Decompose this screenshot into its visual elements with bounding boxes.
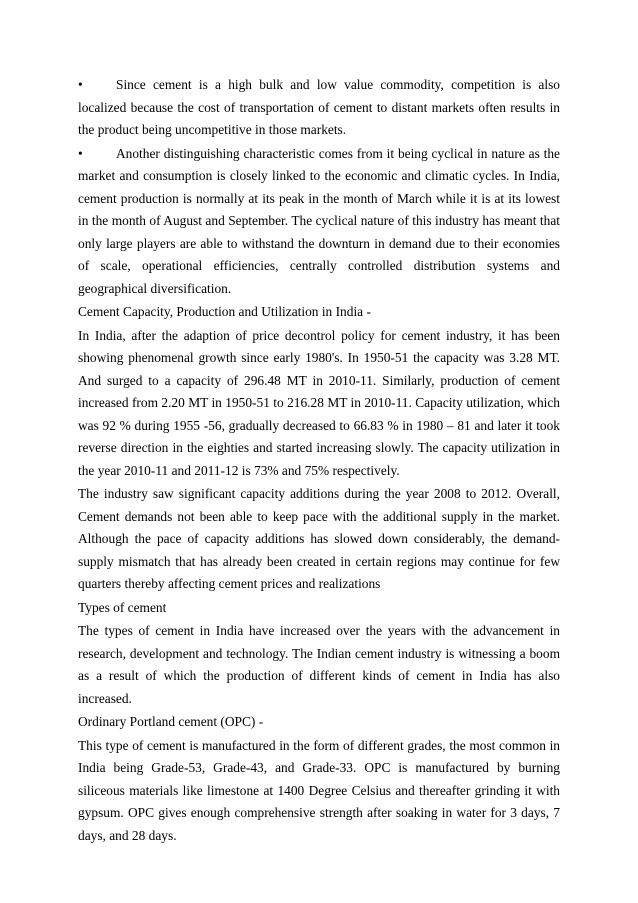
paragraph-capacity-history: In India, after the adaption of price decontrol policy for cement industry, it has been showing phenomenal growth since early 1980's. In 1950-51 the capacity was 3.28 MT. And surged to a capacity of 296.48 MT in 2010-11. Similarly, production of cement increased from 2.20 MT in 1950-51 to 216.28 MT in 2010-11. Capacity utilization, which was 92 % during 1955 -56, gradually decreased to 66.83 % in 1980 – 81 and later it took reverse direction in the eighties and started increasing slowly. The capacity utilization in the year 2010-11 and 2011-12 is 73% and 75% respectively. (78, 327, 560, 478)
bullet-item (78, 74, 560, 142)
paragraph-opc: This type of cement is manufactured in the form of different grades, the most common in India being Grade-53, Grade-43, and Grade-33. OPC is manufactured by burning siliceous materials like limestone at 1400 Degree Celsius and thereafter grinding it with gypsum. OPC gives enough comprehensive strength after soaking in water for 3 days, 7 days, and 28 days. (78, 737, 560, 843)
section-heading-opc: Ordinary Portland cement (OPC) - (78, 714, 264, 729)
paragraph-capacity-additions: The industry saw significant capacity additions during the year 2008 to 2012. Overall, Cement demands not been able to keep pace with the additional supply in the market. Although the pace of capacity additions has slowed down considerably, the demand-supply mismatch that has already been created in certain regions may continue for few quarters thereby affecting cement prices and realizations (78, 486, 560, 591)
section-heading-types: Types of cement (78, 599, 167, 615)
section-heading-capacity: Cement Capacity, Production and Utilization in India - (78, 304, 371, 319)
bullet-text: Since cement is a high bulk and low value commodity, competition is also localized because the cost of transportation of cement to distant markets often results in the product being uncompetitive in those markets. (78, 77, 560, 137)
bullet-icon: • (78, 145, 83, 161)
bullet-item (78, 143, 560, 301)
bullet-text: Another distinguishing characteristic comes from it being cyclical in nature as the market and consumption is closely linked to the economic and climatic cycles. In India, cement production is normally at its peak in the month of March while it is at its lowest in the month of August and September. The cyclical nature of this industry has meant that only large players are able to withstand the downturn in demand due to their economies of scale, operational efficiencies, centrally controlled distribution systems and geographical diversification. (78, 145, 560, 296)
bullet-icon: • (78, 77, 83, 92)
document-body (78, 74, 560, 848)
paragraph-types: The types of cement in India have increased over the years with the advancement in research, development and technology. The Indian cement industry is witnessing a boom as a result of which the production of different kinds of cement in India has also increased. (78, 623, 560, 706)
